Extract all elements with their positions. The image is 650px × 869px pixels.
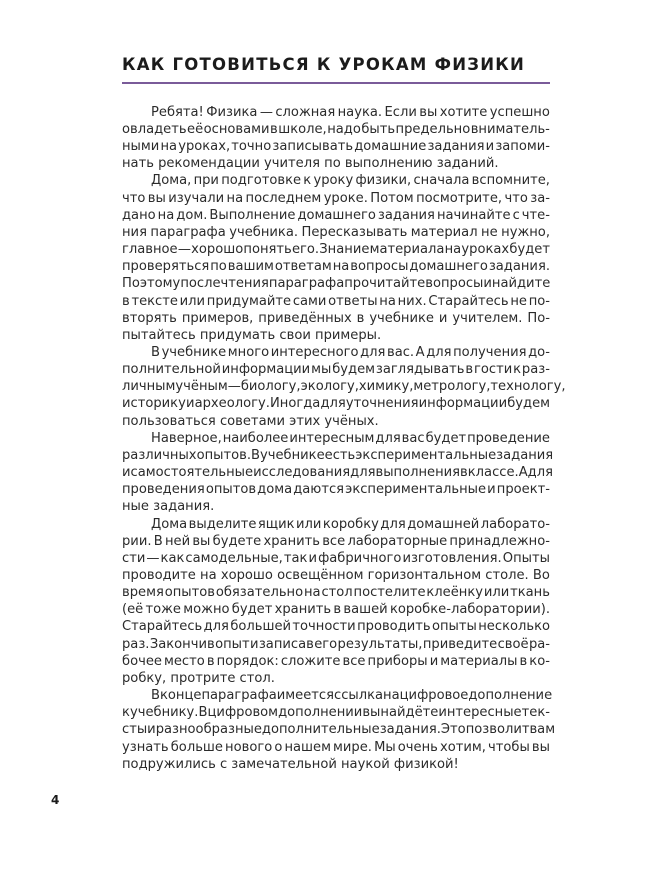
paragraph	[122, 172, 550, 344]
text-line: вторять примеров, приведённых в учебнике и учителем. По-	[122, 310, 550, 326]
text-line: подружились с замечательной наукой физикой!	[122, 756, 459, 772]
text-line: время опытов обязательно на стол постелите клеёнку или ткань	[122, 585, 550, 601]
text-line: сты и разнообразные дополнительные задания. Это позволит вам	[122, 722, 556, 738]
paragraph	[122, 516, 550, 688]
page-number: 4	[51, 793, 60, 807]
text-line: В конце параграфа имеется ссылка на цифровое дополнение	[151, 688, 553, 704]
text-line: пользоваться советами этих учёных.	[122, 413, 379, 429]
text-line: овладеть её основами в школе, надо быть предельно вниматель-	[122, 121, 550, 137]
page-title: КАК ГОТОВИТЬСЯ К УРОКАМ ФИЗИКИ	[122, 55, 526, 74]
paragraph	[122, 344, 566, 430]
text-line: рии. В ней вы будете хранить все лабораторные принадлежно-	[122, 533, 550, 549]
text-line: Дома выделите ящик или коробку для домашней лаборато-	[151, 516, 550, 532]
text-line: и самостоятельные исследования для выполнения в классе. А для	[122, 465, 553, 481]
text-line: проведения опытов дома даются экспериментальные и проект-	[122, 482, 550, 498]
text-line: дано на дом. Выполнение домашнего задания начинайте с чте-	[122, 207, 550, 223]
text-line: пытайтесь придумать свои примеры.	[122, 327, 382, 343]
text-line: в тексте или придумайте сами ответы на них. Старайтесь не по-	[122, 293, 550, 309]
text-line: Поэтому после чтения параграфа прочитайте вопросы и найдите	[122, 276, 551, 292]
title-underline-rule	[122, 82, 550, 84]
paragraph	[122, 687, 556, 773]
page-content	[122, 55, 566, 773]
text-line: робку, протрите стол.	[122, 670, 275, 686]
article-body	[122, 104, 566, 773]
text-line: что вы изучали на последнем уроке. Потом посмотрите, что за-	[122, 190, 550, 206]
text-line: историку и археологу. Иногда для уточнения информации будем	[122, 396, 550, 412]
text-line: (её тоже можно будет хранить в вашей коробке-лаборатории).	[122, 602, 550, 618]
text-line: проводите на хорошо освещённом горизонтальном столе. Во	[122, 568, 550, 584]
text-line: проверяться по вашим ответам на вопросы домашнего задания.	[122, 259, 550, 275]
text-line: ными на уроках, точно записывать домашние задания и запоми-	[122, 139, 550, 155]
text-line: Дома, при подготовке к уроку физики, сначала вспомните,	[151, 173, 550, 189]
text-line: узнать больше нового о нашем мире. Мы очень хотим, чтобы вы	[122, 739, 550, 755]
text-line: к учебнику. В цифровом дополнении вы найдёте интересные тек-	[122, 705, 550, 721]
text-line: Наверное, наиболее интересным для вас будет проведение	[151, 430, 550, 446]
text-line: главное — хорошо понять его. Знание материала на уроках будет	[122, 242, 550, 258]
paragraph	[122, 430, 554, 516]
text-line: Старайтесь для большей точности проводить опыты несколько	[122, 619, 550, 635]
text-line: раз. Закончив опыт и записав его результаты, приведите своё ра-	[122, 636, 550, 652]
text-line: ния параграфа учебника. Пересказывать материал не нужно,	[122, 224, 550, 240]
text-line: В учебнике много интересного для вас. А для получения до-	[151, 344, 550, 360]
text-line: сти — как самодельные, так и фабричного изготовления. Опыты	[122, 550, 550, 566]
text-line: Ребята! Физика — сложная наука. Если вы хотите успешно	[151, 104, 550, 120]
text-line: личным учёным — биологу, экологу, химику, метрологу, технологу,	[122, 379, 566, 395]
text-line: нать рекомендации учителя по выполнению заданий.	[122, 156, 499, 172]
paragraph	[122, 104, 550, 173]
text-line: бочее место в порядок: сложите все приборы и материалы в ко-	[122, 653, 550, 669]
text-line: полнительной информации мы будем заглядывать в гости к раз-	[122, 362, 550, 378]
text-line: различных опытов. В учебнике есть экспериментальные задания	[122, 447, 554, 463]
text-line: ные задания.	[122, 499, 215, 515]
